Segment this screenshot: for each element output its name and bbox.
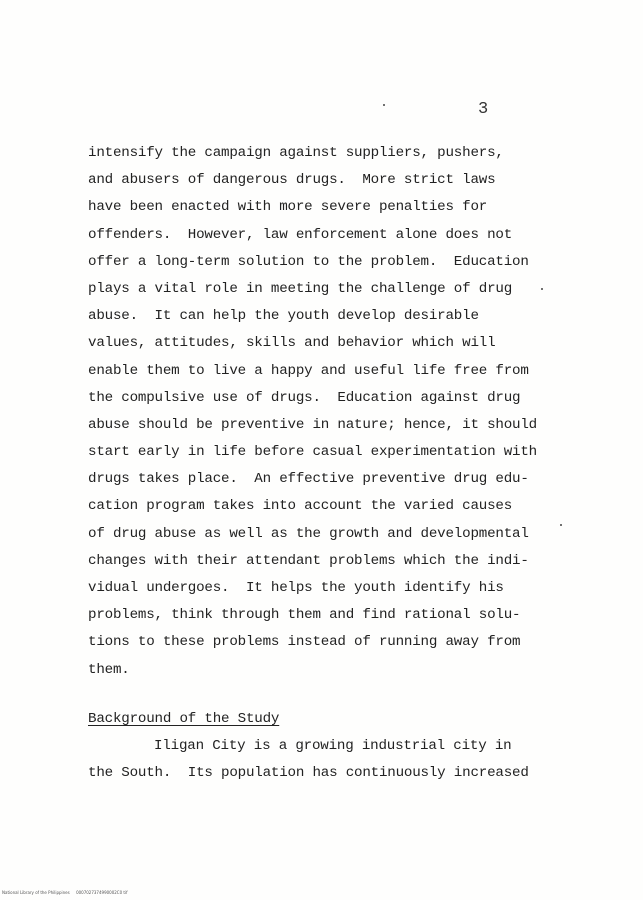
text-line: drugs takes place. An effective preventive drug edu- xyxy=(88,471,529,488)
page-number: 3 xyxy=(478,100,489,119)
text-line: cation program takes into account the varied causes xyxy=(88,498,513,515)
text-line: Iligan City is a growing industrial city in xyxy=(154,738,512,754)
text-line: vidual undergoes. It helps the youth identify his xyxy=(88,580,504,596)
text-line: of drug abuse as well as the growth and developmental xyxy=(88,525,529,542)
scan-speck xyxy=(383,104,385,106)
text-line: and abusers of dangerous drugs. More strict laws xyxy=(88,172,496,189)
text-line: intensify the campaign against suppliers, pushers, xyxy=(88,145,504,161)
text-line: the compulsive use of drugs. Education against drug xyxy=(88,389,521,406)
text-line: have been enacted with more severe penalties for xyxy=(88,199,488,216)
text-line: plays a vital role in meeting the challenge of drug xyxy=(88,280,513,297)
text-line: abuse. It can help the youth develop desirable xyxy=(88,308,479,325)
text-line: tions to these problems instead of running away from xyxy=(88,634,521,651)
text-line: abuse should be preventive in nature; hence, it should xyxy=(88,416,537,433)
body-paragraph xyxy=(88,140,558,684)
text-line: the South. Its population has continuously increased xyxy=(88,765,529,782)
text-line: values, attitudes, skills and behavior which will xyxy=(88,335,496,352)
text-line: enable them to live a happy and useful life free from xyxy=(88,362,529,379)
text-line: offer a long-term solution to the problem. Education xyxy=(88,253,529,270)
text-line: start early in life before casual experimentation with xyxy=(88,444,537,461)
scan-speck xyxy=(541,288,543,290)
text-line: offenders. However, law enforcement alone does not xyxy=(88,226,513,243)
text-line: them. xyxy=(88,661,130,678)
text-line: problems, think through them and find rational solu- xyxy=(88,607,521,624)
text-line: changes with their attendant problems which the indi- xyxy=(88,552,529,569)
section-paragraph xyxy=(88,733,558,787)
scan-footer: National Library of the Philippines 0007027374990002C0 tif xyxy=(2,890,128,895)
scan-speck xyxy=(560,524,562,526)
section-heading: Background of the Study xyxy=(88,711,280,727)
